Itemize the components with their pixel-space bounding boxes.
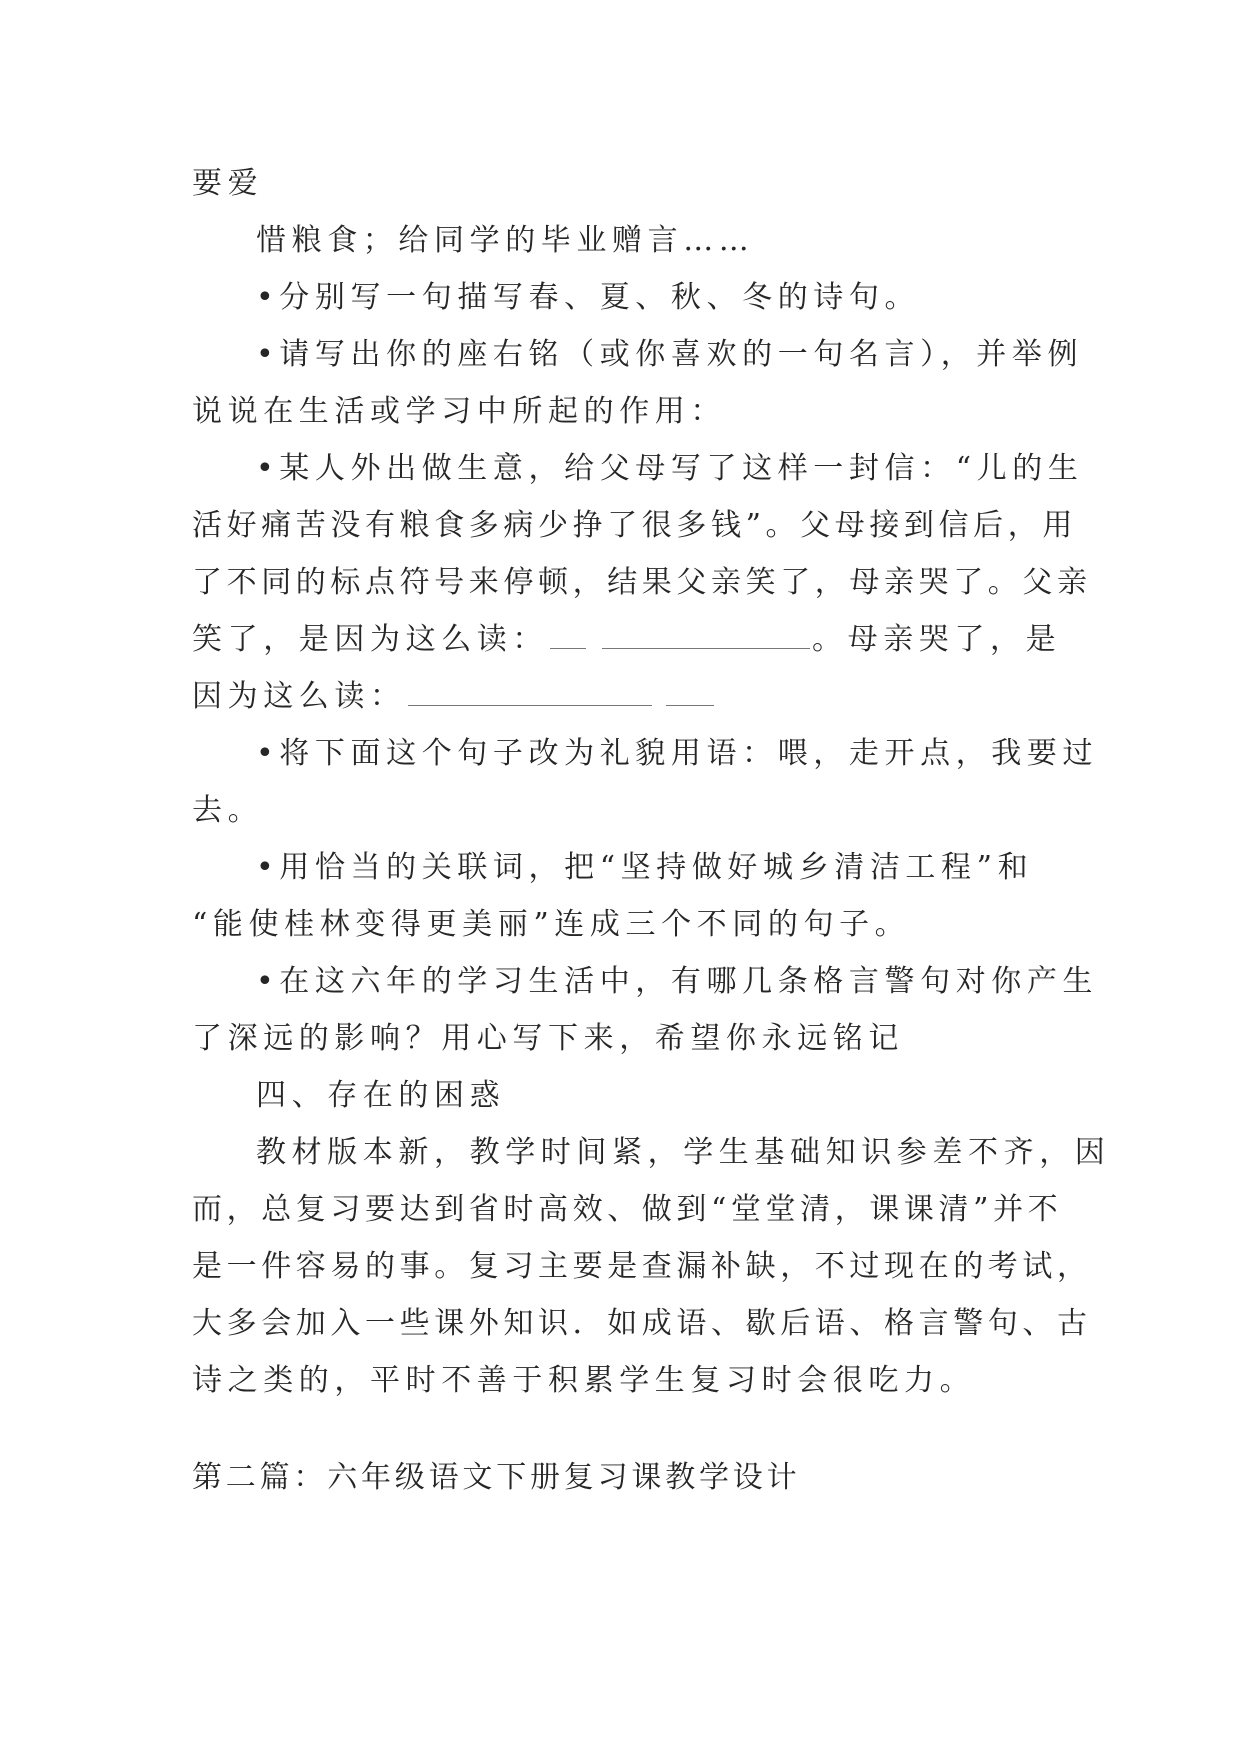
paragraph-line: 诗之类的，平时不善于积累学生复习时会很吃力。 <box>192 1363 976 1398</box>
answer-blank <box>602 626 810 649</box>
bullet-item: •分别写一句描写春、夏、秋、冬的诗句。 <box>256 280 921 315</box>
answer-blank <box>666 683 714 706</box>
answer-blank <box>550 626 586 649</box>
paragraph-line: 大多会加入一些课外知识．如成语、歇后语、格言警句、古 <box>192 1306 1092 1341</box>
bullet-item: •用恰当的关联词，把“坚持做好城乡清洁工程”和 <box>256 850 1034 885</box>
paragraph-line: 了深远的影响？用心写下来，希望你永远铭记 <box>192 1021 904 1056</box>
paragraph-text: 。母亲哭了，是 <box>812 622 1062 657</box>
paragraph-line <box>192 611 1062 668</box>
paragraph-line: 了不同的标点符号来停顿，结果父亲笑了，母亲哭了。父亲 <box>192 565 1092 600</box>
bullet-item: •请写出你的座右铭（或你喜欢的一句名言），并举例 <box>256 337 1084 372</box>
section-spacer <box>192 1409 1054 1449</box>
bullet-item: •某人外出做生意，给父母写了这样一封信：“儿的生 <box>256 451 1084 486</box>
paragraph-line: 活好痛苦没有粮食多病少挣了很多钱”。父母接到信后，用 <box>192 508 1077 543</box>
paragraph-line: 而，总复习要达到省时高效、做到“堂堂清，课课清”并不 <box>192 1192 1063 1227</box>
paragraph-line: 说说在生活或学习中所起的作用： <box>192 394 726 429</box>
answer-blank <box>408 683 652 706</box>
article-title: 第二篇：六年级语文下册复习课教学设计 <box>192 1460 801 1495</box>
document-body <box>192 155 1111 1506</box>
paragraph-line: 惜粮食；给同学的毕业赠言…… <box>256 223 755 258</box>
paragraph-text: 笑了，是因为这么读： <box>192 622 548 657</box>
paragraph-line: 去。 <box>192 793 264 828</box>
bullet-item: •将下面这个句子改为礼貌用语：喂，走开点，我要过 <box>256 736 1099 771</box>
paragraph-line: 要爱 <box>192 166 264 201</box>
section-heading: 四、存在的困惑 <box>256 1078 506 1113</box>
paragraph-line: “能使桂林变得更美丽”连成三个不同的句子。 <box>192 907 911 942</box>
paragraph-line: 是一件容易的事。复习主要是查漏补缺，不过现在的考试， <box>192 1249 1092 1284</box>
paragraph-line: 教材版本新，教学时间紧，学生基础知识参差不齐，因 <box>256 1135 1111 1170</box>
paragraph-line <box>192 668 1054 725</box>
paragraph-text: 因为这么读： <box>192 679 406 714</box>
bullet-item: •在这六年的学习生活中，有哪几条格言警句对你产生 <box>256 964 1099 999</box>
